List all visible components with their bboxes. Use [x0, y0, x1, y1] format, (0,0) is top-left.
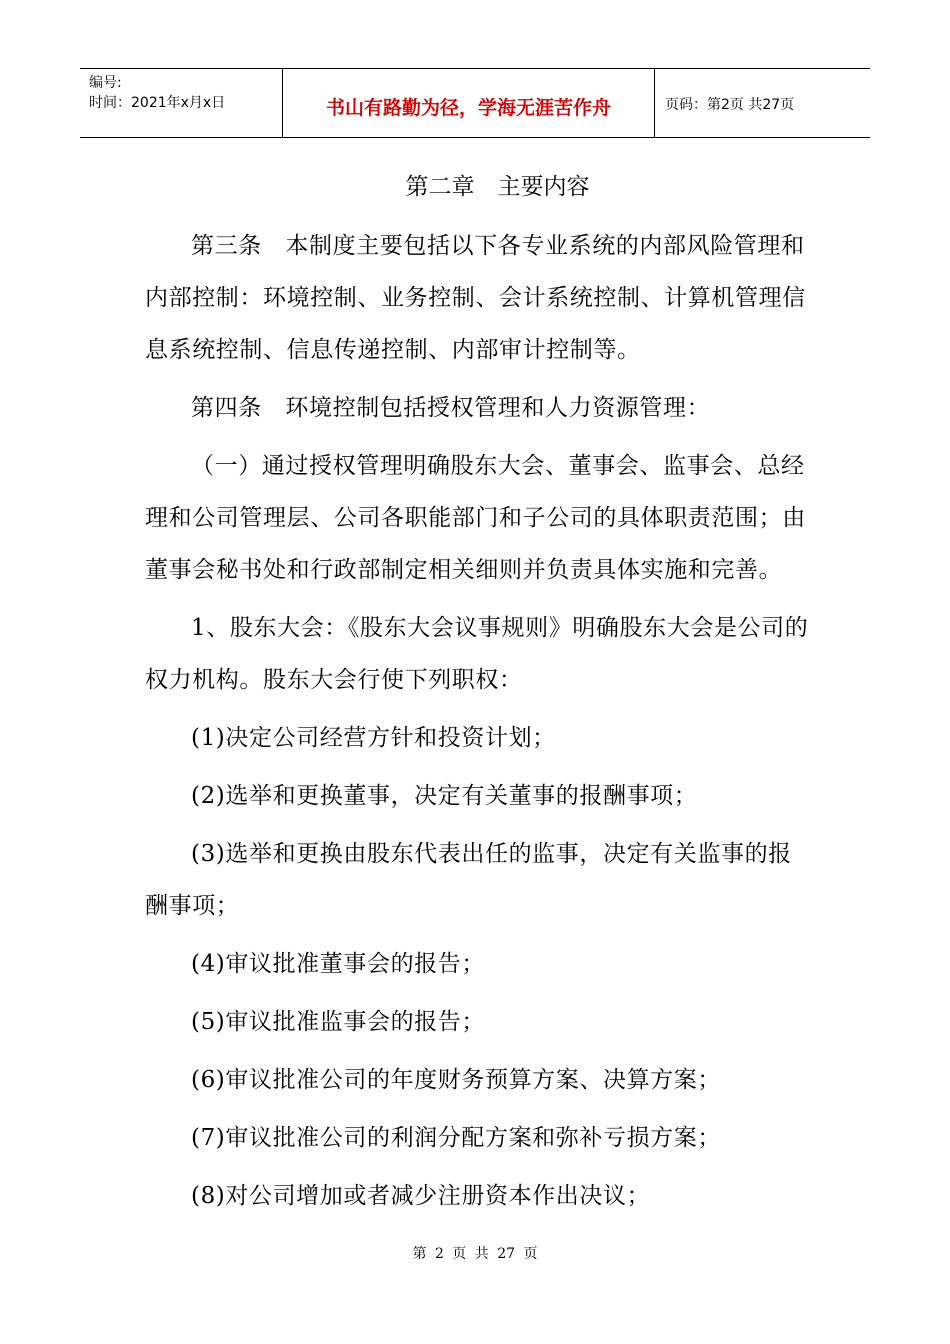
list-item: (3)选举和更换由股东代表出任的监事，决定有关监事的报酬事项；	[145, 841, 792, 919]
header-meta	[80, 69, 283, 137]
page-header	[80, 68, 870, 138]
article-3: 第三条 本制度主要包括以下各专业系统的内部风险管理和内部控制：环境控制、业务控制、会计系统控制、计算机管理信息系统控制、信息传递控制、内部审计控制等。	[145, 233, 806, 363]
document-time-label: 时间：2021年x月x日	[89, 95, 226, 111]
section-1: （一）通过授权管理明确股东大会、董事会、监事会、总经理和公司管理层、公司各职能部门和子公司的具体职责范围；由董事会秘书处和行政部制定相关细则并负责具体实施和完善。	[145, 453, 806, 583]
document-number-label: 编号:	[89, 75, 122, 91]
page-footer: 第 2 页 共 27 页	[412, 1246, 538, 1262]
list-item: (1)决定公司经营方针和投资计划；	[191, 725, 556, 751]
list-item: (7)审议批准公司的利润分配方案和弥补亏损方案；	[191, 1125, 721, 1151]
list-item: (4)审议批准董事会的报告；	[191, 951, 485, 977]
header-page-info: 页码：第2页 共27页	[665, 97, 795, 113]
list-item: (5)审议批准监事会的报告；	[191, 1009, 485, 1035]
document-body	[145, 160, 810, 1222]
header-motto: 书山有路勤为径，学海无涯苦作舟	[283, 69, 655, 137]
article-4: 第四条 环境控制包括授权管理和人力资源管理：	[191, 395, 711, 421]
list-item: (8)对公司增加或者减少注册资本作出决议；	[191, 1183, 651, 1209]
item-shareholders-meeting: 1、股东大会：《股东大会议事规则》明确股东大会是公司的权力机构。股东大会行使下列职权：	[145, 615, 809, 693]
list-item: (6)审议批准公司的年度财务预算方案、决算方案；	[191, 1067, 721, 1093]
chapter-title: 第二章 主要内容	[405, 174, 590, 200]
list-item: (2)选举和更换董事，决定有关董事的报酬事项；	[191, 783, 698, 809]
